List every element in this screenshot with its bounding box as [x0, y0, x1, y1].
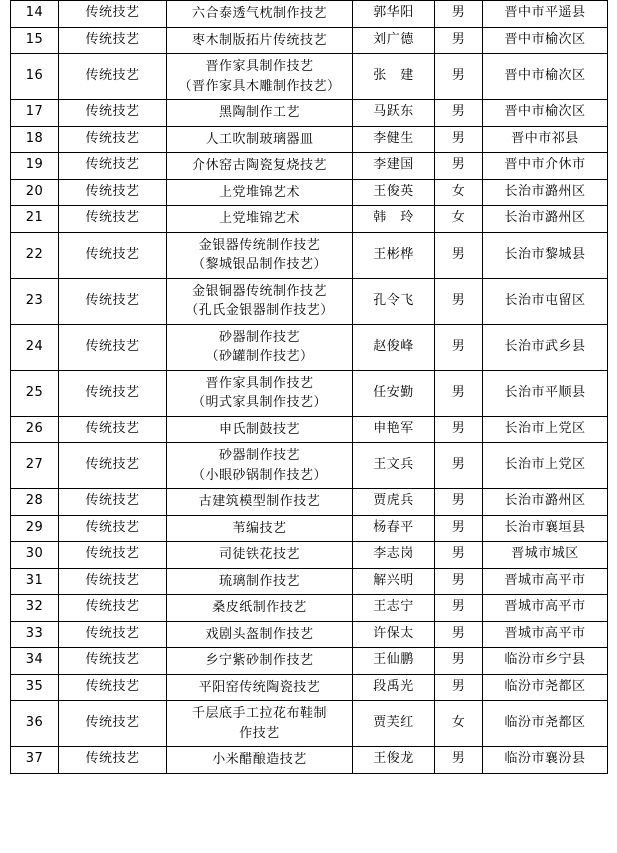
cell-inheritor-name: 贾芙红 [353, 701, 435, 747]
project-name-line-1: 上党堆锦艺术 [218, 184, 300, 200]
table-row [11, 747, 608, 774]
cell-inheritor-name: 王俊英 [353, 179, 435, 206]
cell-inheritor-name: 李建国 [353, 153, 435, 180]
cell-sequence-number: 29 [11, 515, 59, 542]
cell-region: 晋城市高平市 [483, 568, 608, 595]
cell-inheritor-name: 孔令飞 [353, 278, 435, 324]
cell-sequence-number: 17 [11, 100, 59, 127]
cell-gender: 男 [435, 621, 483, 648]
cell-project-name [167, 232, 353, 278]
cell-project-name [167, 568, 353, 595]
cell-category: 传统技艺 [59, 206, 167, 233]
cell-category: 传统技艺 [59, 489, 167, 516]
cell-region: 长治市潞州区 [483, 489, 608, 516]
project-name-line-2: （黎城银品制作技艺） [191, 257, 327, 272]
project-name-line-1: 司徒铁花技艺 [218, 547, 300, 562]
cell-project-name [167, 648, 353, 675]
cell-inheritor-name: 王仙鹏 [353, 648, 435, 675]
cell-gender: 男 [435, 568, 483, 595]
cell-region: 长治市平顺县 [483, 370, 608, 416]
cell-project-name [167, 126, 353, 153]
cell-gender: 男 [435, 515, 483, 542]
project-name-line-1: 人工吹制玻璃器皿 [205, 131, 314, 147]
cell-category: 传统技艺 [59, 54, 167, 100]
table-row [11, 515, 608, 542]
project-name-line-1: 砂器制作技艺 [218, 329, 300, 345]
cell-sequence-number: 20 [11, 179, 59, 206]
cell-inheritor-name: 王志宁 [353, 595, 435, 622]
project-name-line-1: 申氏制鼓技艺 [218, 421, 300, 437]
table-row [11, 701, 608, 747]
cell-category: 传统技艺 [59, 370, 167, 416]
cell-gender: 男 [435, 747, 483, 774]
cell-region: 晋城市城区 [483, 542, 608, 569]
cell-project-name [167, 1, 353, 28]
cell-category: 传统技艺 [59, 648, 167, 675]
cell-project-name [167, 278, 353, 324]
cell-project-name [167, 747, 353, 774]
cell-region: 晋中市榆次区 [483, 100, 608, 127]
cell-inheritor-name: 贾虎兵 [353, 489, 435, 516]
cell-inheritor-name: 赵俊峰 [353, 324, 435, 370]
cell-inheritor-name: 杨春平 [353, 515, 435, 542]
project-name-line-2: （孔氏金银器制作技艺） [185, 303, 334, 318]
cell-project-name [167, 100, 353, 127]
cell-gender: 女 [435, 179, 483, 206]
table-row [11, 1, 608, 28]
cell-inheritor-name: 李健生 [353, 126, 435, 153]
cell-category: 传统技艺 [59, 568, 167, 595]
table-row [11, 100, 608, 127]
cell-project-name [167, 416, 353, 443]
cell-region: 临汾市尧都区 [483, 701, 608, 747]
cell-region: 临汾市乡宁县 [483, 648, 608, 675]
cell-inheritor-name: 王彬桦 [353, 232, 435, 278]
cell-gender: 男 [435, 542, 483, 569]
project-name-line-2: （小眼砂锅制作技艺） [191, 467, 327, 483]
cell-sequence-number: 19 [11, 153, 59, 180]
project-name-line-1: 金银铜器传统制作技艺 [191, 283, 327, 299]
project-name-line-1: 小米醋酿造技艺 [212, 752, 307, 767]
cell-gender: 男 [435, 674, 483, 701]
cell-gender: 男 [435, 100, 483, 127]
cell-sequence-number: 22 [11, 232, 59, 278]
cell-sequence-number: 34 [11, 648, 59, 675]
cell-project-name [167, 54, 353, 100]
cell-inheritor-name: 马跃东 [353, 100, 435, 127]
project-name-line-1: 金银器传统制作技艺 [198, 237, 321, 253]
cell-region: 长治市黎城县 [483, 232, 608, 278]
cell-category: 传统技艺 [59, 621, 167, 648]
cell-inheritor-name: 段禹光 [353, 674, 435, 701]
project-name-line-1: 晋作家具制作技艺 [205, 375, 314, 391]
table-row [11, 416, 608, 443]
table-row [11, 443, 608, 489]
cell-sequence-number: 25 [11, 370, 59, 416]
cell-region: 长治市上党区 [483, 416, 608, 443]
table-row [11, 232, 608, 278]
cell-sequence-number: 23 [11, 278, 59, 324]
project-name-line-1: 古建筑模型制作技艺 [198, 494, 321, 509]
cell-project-name [167, 27, 353, 54]
cell-inheritor-name: 韩 玲 [353, 206, 435, 233]
cell-gender: 女 [435, 701, 483, 747]
cell-category: 传统技艺 [59, 1, 167, 28]
cell-category: 传统技艺 [59, 100, 167, 127]
cell-category: 传统技艺 [59, 515, 167, 542]
cell-category: 传统技艺 [59, 416, 167, 443]
cell-region: 长治市武乡县 [483, 324, 608, 370]
project-name-line-1: 桑皮纸制作技艺 [212, 600, 307, 615]
project-name-line-2: （明式家具制作技艺） [191, 395, 327, 410]
cell-gender: 男 [435, 443, 483, 489]
table-row [11, 542, 608, 569]
cell-gender: 男 [435, 595, 483, 622]
cell-project-name [167, 153, 353, 180]
cell-inheritor-name: 许保太 [353, 621, 435, 648]
project-name-line-2: （晋作家具木雕制作技艺） [178, 78, 341, 94]
cell-region: 长治市屯留区 [483, 278, 608, 324]
project-name-line-1: 介休窑古陶瓷复烧技艺 [191, 158, 327, 173]
cell-inheritor-name: 刘广德 [353, 27, 435, 54]
cell-gender: 男 [435, 648, 483, 675]
cell-gender: 男 [435, 54, 483, 100]
table-row [11, 595, 608, 622]
project-name-line-1: 六合泰透气枕制作技艺 [191, 6, 327, 21]
cell-category: 传统技艺 [59, 324, 167, 370]
cell-gender: 男 [435, 232, 483, 278]
cell-gender: 女 [435, 206, 483, 233]
project-name-line-1: 枣木制版拓片传统技艺 [191, 32, 327, 48]
project-name-line-1: 琉璃制作技艺 [218, 573, 300, 589]
table-row [11, 54, 608, 100]
cell-project-name [167, 489, 353, 516]
cell-gender: 男 [435, 1, 483, 28]
cell-project-name [167, 595, 353, 622]
cell-sequence-number: 16 [11, 54, 59, 100]
cell-region: 临汾市尧都区 [483, 674, 608, 701]
heritage-listing-table [10, 0, 608, 774]
cell-project-name [167, 674, 353, 701]
cell-region: 晋城市高平市 [483, 621, 608, 648]
cell-sequence-number: 37 [11, 747, 59, 774]
table-row [11, 27, 608, 54]
cell-category: 传统技艺 [59, 27, 167, 54]
cell-sequence-number: 32 [11, 595, 59, 622]
cell-sequence-number: 21 [11, 206, 59, 233]
cell-category: 传统技艺 [59, 179, 167, 206]
cell-sequence-number: 31 [11, 568, 59, 595]
cell-region: 临汾市襄汾县 [483, 747, 608, 774]
cell-sequence-number: 27 [11, 443, 59, 489]
cell-sequence-number: 18 [11, 126, 59, 153]
cell-gender: 男 [435, 27, 483, 54]
cell-gender: 男 [435, 370, 483, 416]
cell-project-name [167, 324, 353, 370]
cell-category: 传统技艺 [59, 126, 167, 153]
cell-region: 长治市上党区 [483, 443, 608, 489]
cell-sequence-number: 30 [11, 542, 59, 569]
table-row [11, 648, 608, 675]
cell-gender: 男 [435, 324, 483, 370]
cell-gender: 男 [435, 153, 483, 180]
cell-inheritor-name: 郭华阳 [353, 1, 435, 28]
cell-sequence-number: 36 [11, 701, 59, 747]
cell-region: 晋城市高平市 [483, 595, 608, 622]
cell-category: 传统技艺 [59, 747, 167, 774]
cell-sequence-number: 26 [11, 416, 59, 443]
project-name-line-1: 砂器制作技艺 [218, 448, 300, 463]
cell-project-name [167, 443, 353, 489]
cell-sequence-number: 33 [11, 621, 59, 648]
table-row [11, 153, 608, 180]
project-name-line-1: 乡宁紫砂制作技艺 [205, 653, 314, 668]
cell-region: 晋中市榆次区 [483, 54, 608, 100]
table-row [11, 206, 608, 233]
cell-project-name [167, 179, 353, 206]
cell-project-name [167, 542, 353, 569]
project-name-line-2: （砂罐制作技艺） [205, 349, 314, 364]
cell-sequence-number: 28 [11, 489, 59, 516]
cell-sequence-number: 15 [11, 27, 59, 54]
cell-gender: 男 [435, 416, 483, 443]
cell-category: 传统技艺 [59, 542, 167, 569]
cell-inheritor-name: 张 建 [353, 54, 435, 100]
table-row [11, 370, 608, 416]
cell-region: 晋中市祁县 [483, 126, 608, 153]
table-row [11, 568, 608, 595]
table-row [11, 621, 608, 648]
project-name-line-1: 千层底手工拉花布鞋制 [191, 706, 327, 721]
project-name-line-2: 作技艺 [239, 725, 280, 741]
project-name-line-1: 晋作家具制作技艺 [205, 59, 314, 74]
project-name-line-1: 戏剧头盔制作技艺 [205, 626, 314, 642]
project-name-line-1: 苇编技艺 [232, 520, 287, 536]
cell-sequence-number: 35 [11, 674, 59, 701]
cell-category: 传统技艺 [59, 232, 167, 278]
cell-category: 传统技艺 [59, 595, 167, 622]
cell-project-name [167, 370, 353, 416]
cell-region: 晋中市介休市 [483, 153, 608, 180]
cell-category: 传统技艺 [59, 674, 167, 701]
table-body [11, 1, 608, 774]
cell-inheritor-name: 申艳军 [353, 416, 435, 443]
cell-gender: 男 [435, 126, 483, 153]
table-row [11, 324, 608, 370]
cell-inheritor-name: 李志岗 [353, 542, 435, 569]
cell-region: 长治市潞州区 [483, 179, 608, 206]
cell-inheritor-name: 王俊龙 [353, 747, 435, 774]
project-name-line-1: 上党堆锦艺术 [218, 211, 300, 226]
cell-gender: 男 [435, 278, 483, 324]
cell-gender: 男 [435, 489, 483, 516]
cell-category: 传统技艺 [59, 443, 167, 489]
cell-project-name [167, 701, 353, 747]
table-row [11, 278, 608, 324]
cell-region: 晋中市平遥县 [483, 1, 608, 28]
project-name-line-1: 黑陶制作工艺 [218, 105, 300, 120]
cell-inheritor-name: 解兴明 [353, 568, 435, 595]
table-row [11, 674, 608, 701]
cell-region: 长治市潞州区 [483, 206, 608, 233]
cell-region: 长治市襄垣县 [483, 515, 608, 542]
cell-sequence-number: 24 [11, 324, 59, 370]
cell-inheritor-name: 任安勤 [353, 370, 435, 416]
cell-inheritor-name: 王文兵 [353, 443, 435, 489]
cell-category: 传统技艺 [59, 701, 167, 747]
table-row [11, 179, 608, 206]
table-row [11, 126, 608, 153]
cell-sequence-number: 14 [11, 1, 59, 28]
cell-category: 传统技艺 [59, 153, 167, 180]
cell-project-name [167, 621, 353, 648]
cell-project-name [167, 206, 353, 233]
cell-region: 晋中市榆次区 [483, 27, 608, 54]
project-name-line-1: 平阳窑传统陶瓷技艺 [198, 679, 321, 695]
cell-project-name [167, 515, 353, 542]
cell-category: 传统技艺 [59, 278, 167, 324]
table-row [11, 489, 608, 516]
